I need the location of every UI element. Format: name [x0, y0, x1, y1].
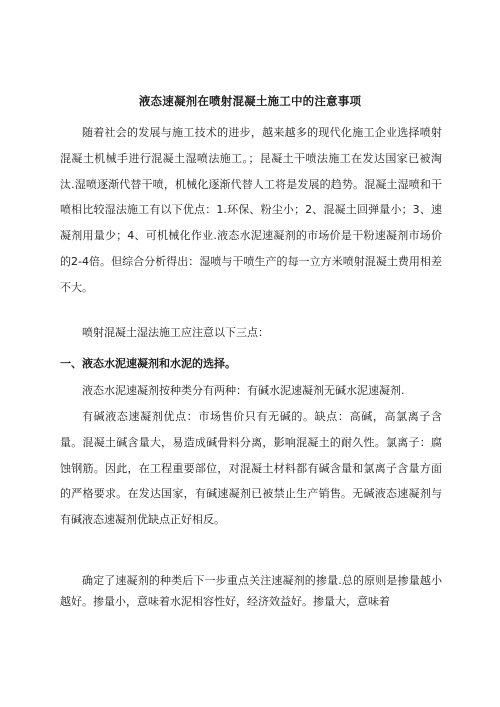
paragraph-dosage: 确定了速凝剂的种类后下一步重点关注速凝剂的掺量.总的原则是掺量越小越好。掺量小，意味着水泥相容性好，经济效益好。掺量大，意味着 [60, 574, 442, 608]
section-heading-1: 一、液态水泥速凝剂和水泥的选择。 [60, 357, 236, 370]
paragraph-notes-intro: 喷射混凝土湿法施工应注意以下三点： [82, 326, 269, 339]
paragraph-types: 液态水泥速凝剂按种类分有两种：有碱水泥速凝剂无碱水泥速凝剂. [82, 384, 405, 397]
document-title: 液态速凝剂在喷射混凝土施工中的注意事项 [138, 94, 362, 108]
paragraph-alkali: 有碱液态速凝剂优点：市场售价只有无碱的。缺点：高碱，高氯离子含量。混凝土碱含量大，易造成碱骨料分离，影响混凝土的耐久性。氯离子：腐蚀钢筋。因此，在工程重要部位，对混凝土材料都有碱含量和氯离子含量方面的严格要求。在发达国家，有碱速凝剂已被禁止生产销售。无碱液态速凝剂与有碱液态速凝剂优缺点正好相反。 [60, 410, 442, 527]
paragraph-intro: 随着社会的发展与施工技术的进步，越来越多的现代化施工企业选择喷射混凝土机械手进行混凝土湿喷法施工。；昆凝土干喷法施工在发达国家已被淘汰.湿喷逐渐代替干喷，机械化逐渐代替人工将是发展的趋势。混凝土湿喷和干喷相比较湿法施工有以下优点：1.环保、粉尘小；2、混凝土回弹量小；3、速凝剂用量少；4、可机械化作业.液态水泥速凝剂的市场价是干粉速凝剂市场价的2-4倍。但综合分析得出：湿喷与干喷生产的每一立方米喷射混凝土费用相差不大。 [60, 126, 442, 294]
